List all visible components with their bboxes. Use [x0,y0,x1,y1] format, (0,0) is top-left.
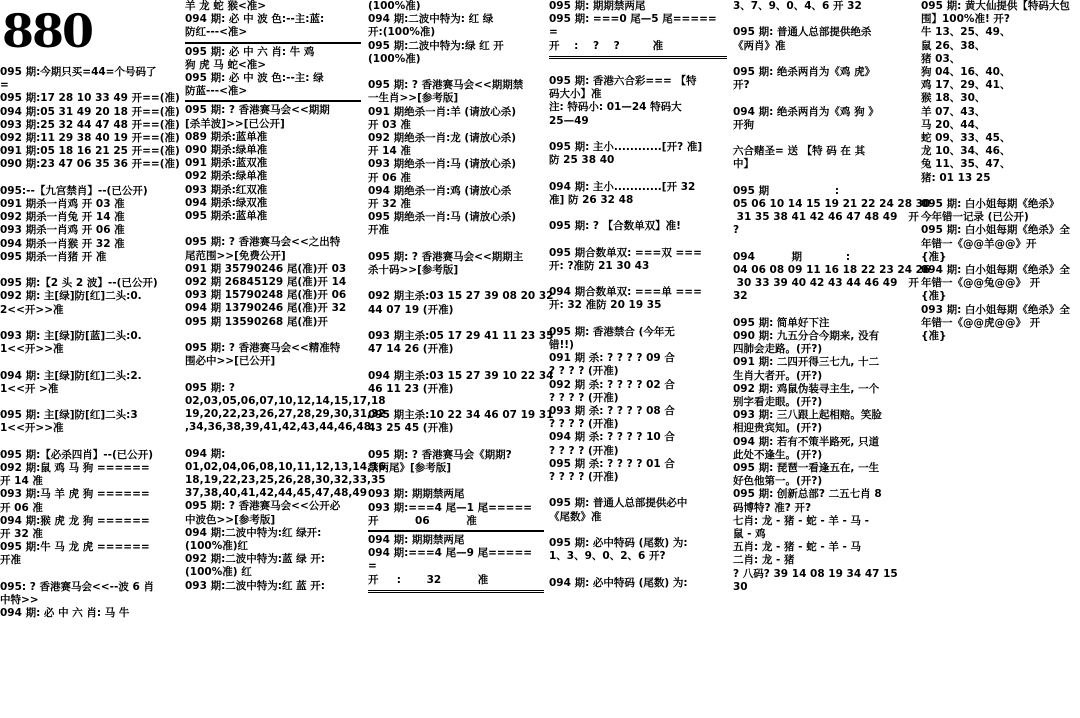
text-line: 094 期:二波中特为:红 绿开: [185,526,322,539]
text-line: 093 期:===4 尾—1 尾===== [368,501,533,514]
text-line: 094 期 13790246 尾(准)开 32 [185,302,347,315]
text-line: 猪 03、 [921,52,961,65]
text-line: 牛 13、25、49、 [921,26,1011,39]
text-line: 防蓝---<准> [185,85,248,98]
text-column-4 [549,0,727,718]
text-line: 093 期: 期期禁两尾 [368,488,465,501]
text-line: ,34,36,38,39,41,42,43,44,46,48 [185,421,372,434]
text-line: 095 期: ? 香港赛马会<<期期禁 [368,79,524,92]
text-line: 3、7、9、0、4、6 开 32 [733,0,862,12]
text-line: 02,03,05,06,07,10,12,14,15,17,18 [185,394,386,407]
text-line: 开:(100%准) [368,26,436,39]
text-line: 095 期 : [733,184,840,197]
text-line [733,13,917,26]
text-line [368,396,544,409]
text-line: 095 期: ? 【合数单双】准! [549,220,681,233]
divider [185,42,361,44]
text-line [549,524,727,537]
text-line: 中特>> [0,593,39,606]
text-line: 094 期: 主小............[开 32 [549,180,696,193]
text-line [0,26,178,39]
text-line: 37,38,40,41,42,44,45,47,48,49 [185,487,368,500]
text-line [0,53,178,66]
text-line [368,436,544,449]
text-line: 091 期:05 18 16 21 25 开==(准) [0,145,180,158]
text-line: 鼠 - 鸡 [733,528,766,541]
text-line: 095 期: 必中特码 (尾数) 为: [549,536,688,549]
text-line: 091 期 35790246 尾(准)开 03 [185,262,347,275]
text-line: 092 期 26845129 尾(准)开 14 [185,276,347,289]
text-line [549,207,727,220]
text-line: 四肺会走路。(开?) [733,343,823,356]
text-line: 羊 龙 蛇 猴<准> [185,0,267,12]
text-line [549,273,727,286]
text-line: 095 期: ? 香港赛马会<<公开必 [185,500,341,513]
text-line: 错!!) [549,338,574,351]
text-line [921,185,1080,198]
text-line: 095 期: 普通人总部提供绝杀 [733,26,872,39]
text-line: 开: 32 准防 20 19 35 [549,299,662,312]
text-line: 094 期: [185,447,226,460]
text-line [0,568,178,581]
text-line: 开 14 准 [0,475,43,488]
text-line: 095 期: ===0 尾—5 尾===== [549,13,717,26]
text-line: 095 期: 主[绿]防[红]二头:3 [0,409,138,422]
text-line: 狗 虎 马 蛇<准> [185,58,267,71]
text-line: 杀十码>>[参考版] [368,264,459,277]
text-line: 091 期杀:蓝双准 [185,157,268,170]
text-line: 01,02,04,06,08,10,11,12,13,14,16 [185,460,386,473]
text-line: 准] 防 26 32 48 [549,193,634,206]
text-line: 092 期杀一肖兔 开 14 准 [0,211,125,224]
text-line: 一生肖>>[参考版] [368,92,459,105]
text-line [0,13,178,26]
text-line: = [368,560,377,573]
text-line: 094 期: 主[绿]防[红]二头:2. [0,369,142,382]
text-line: 094 期: 白小姐每期《绝杀》全 [921,264,1070,277]
text-line: 开 : ? ? 准 [549,39,664,52]
text-line: 鸡 17、29、41、 [921,79,1011,92]
text-line: (100%准)红 [185,540,249,553]
text-line: 095 期: 白小姐每期《绝杀》全 [921,224,1070,237]
text-line: 094 期:05 31 49 20 18 开==(准) [0,105,180,118]
text-line: 095 期: 必 中 波 色:--主: 绿 [185,72,324,85]
text-line [549,563,727,576]
text-line: 18,19,22,23,25,26,28,30,32,33,35 [185,474,386,487]
text-line: 092 期: 主[绿]防[红]二头:0. [0,290,142,303]
text-line [733,92,917,105]
text-line: [杀羊波]>>[已公开] [185,117,285,130]
text-line: 095 期主杀:10 22 34 46 07 19 31 [368,409,554,422]
divider [549,56,727,59]
text-line: 05 06 10 14 15 19 21 22 24 28 30 [733,197,931,210]
text-line: 092 期 杀: ? ? ? ? 02 合 [549,378,675,391]
text-line: 095:--【九宫禁肖】--(已公开) [0,184,148,197]
text-line: 092 期主杀:03 15 27 39 08 20 32 [368,290,554,303]
text-line: 五肖: 龙 - 猪 - 蛇 - 羊 - 马 [733,541,862,554]
text-line [368,475,544,488]
text-line: 开: ?准防 21 30 43 [549,259,650,272]
text-line: 1、3、9、0、2、6 开? [549,550,666,563]
text-line: 094 期主杀:03 15 27 39 10 22 34 [368,369,554,382]
text-line: 093 期杀一肖鸡 开 06 准 [0,224,125,237]
text-line: = [0,79,9,92]
text-line: 095 期: 普通人总部提供必中 [549,497,688,510]
text-line: 093 期:马 羊 虎 狗 ====== [0,488,150,501]
text-line: ? [733,224,740,237]
text-column-1 [0,0,178,718]
text-line [733,304,917,317]
text-line: 31 35 38 41 42 46 47 48 49 开 [733,211,919,224]
text-line: 095 期: ? [185,381,236,394]
text-line: 093 期: 三八跟上起相赔。笑脸 [733,409,882,422]
text-line: 094 期 杀: ? ? ? ? 10 合 [549,431,675,444]
text-line: 095 期:牛 马 龙 虎 ====== [0,541,150,554]
text-line [368,238,544,251]
text-line: 095 期: 白小姐每期《绝杀》 [921,198,1060,211]
text-line: (100%准) [368,0,421,12]
page-title: 880 [2,4,93,58]
text-line: 中】 [733,158,754,171]
text-line: 猴 18、30、 [921,92,986,105]
text-line: 093 期: 主[绿]防[蓝]二头:0. [0,329,142,342]
text-line: 尾范围>>[免费公开] [185,249,286,262]
text-line: 码大小】准 [549,88,602,101]
text-line: 094 期杀一肖猴 开 32 准 [0,237,125,250]
text-line [185,368,361,381]
text-column-6 [921,0,1080,718]
text-line: 鼠 26、38、 [921,39,986,52]
text-line: 《两肖》准 [733,39,786,52]
text-line: 开 06 准 [368,171,411,184]
text-line: 095 期 13590268 尾(准)开 [185,315,328,328]
text-line: 094 期: 绝杀两肖为《鸡 狗 》 [733,105,879,118]
text-line: 蛇 09、33、45、 [921,132,1011,145]
text-line: 46 11 23 (开准) [368,382,454,395]
text-line: {准} [921,290,947,303]
text-line: 094 期 : [733,250,851,263]
text-line: 马 20、44、 [921,118,986,131]
text-line: 095 期:【必杀四肖】--(已公开) [0,448,154,461]
text-line: {准} [921,330,947,343]
text-line: 二肖: 龙 - 猪 [733,554,795,567]
text-line: 开 32 准 [368,198,411,211]
text-line: 093 期 杀: ? ? ? ? 08 合 [549,404,675,417]
text-line: 090 期: 九五分合今期来, 没有 [733,329,880,342]
text-line [733,238,917,251]
text-line: 禁两尾》[参考版] [368,462,452,474]
text-line: 095 期:【2 头 2 波】--(已公开) [0,277,158,290]
text-line [185,434,361,447]
text-line: 095 期: 必 中 六 肖: 牛 鸡 [185,45,315,58]
text-line: 095 期: 琵琶一看逢五在, 一生 [733,462,880,474]
text-line: 25—49 [549,114,589,127]
divider [368,590,544,593]
text-line: 094 期杀:绿双准 [185,196,268,209]
text-line: 093 期 15790248 尾(准)开 06 [185,289,347,302]
text-line: 095 期: 绝杀两肖为《鸡 虎》 [733,65,876,78]
text-line: 095 期:今期只买=44=个号码了 [0,65,157,78]
text-line: 开 06 准 [0,501,43,514]
text-line: 095 期杀:蓝单准 [185,210,268,223]
text-line: 092 期: 鸡鼠伪装寻主生, 一个 [733,382,880,395]
text-line: 095 期合数单双: ===双 === [549,246,702,259]
text-line: 2<<开>>准 [0,303,64,316]
text-line: 中波色>>[参考版] [185,513,276,526]
text-line: 094 期: 若有不策半路死, 只道 [733,435,880,448]
text-line: 19,20,22,23,26,27,28,29,30,31,32 [185,408,386,421]
text-line [0,172,178,185]
text-line [733,172,917,185]
text-line [549,484,727,497]
text-line [0,264,178,277]
text-line: 1<<开 >准 [0,382,59,395]
text-line [733,53,917,66]
text-line [549,167,727,180]
text-column-5 [733,0,931,718]
text-line [368,66,544,79]
text-line: 开? [733,79,750,92]
text-line [368,277,544,290]
text-line: 094 期合数单双: ===单 === [549,286,702,299]
text-line [733,132,917,145]
text-line [0,436,178,449]
text-line: (100%准) [368,52,421,65]
text-line: 围】100%准! 开? [921,13,1010,26]
text-line: 095 期: ? 香港赛马会<<精准特 [185,342,341,355]
text-line: 猪: 01 13 25 [921,171,991,184]
text-line: 094 期:二波中特为: 红 绿 [368,13,494,26]
text-line [185,329,361,342]
text-line: 年错一《@@兔@@》 开 [921,277,1041,290]
text-line: ? ? ? ? (开准) [549,365,619,378]
text-line [0,356,178,369]
text-line [0,0,178,13]
text-line: 1<<开>>准 [0,422,64,435]
text-line: 092 期:鼠 鸡 马 狗 ====== [0,461,150,474]
text-line: 生肖大者开。(开?) [733,369,823,382]
text-line: 《尾数》准 [549,510,602,523]
text-line: 今年错一记录 (已公开) [921,211,1029,224]
text-line: 095 期绝杀一肖:马 (请放心杀) [368,211,517,224]
text-line: 好色他第一。(开?) [733,475,823,488]
text-line: 089 期杀:蓝单准 [185,130,268,143]
text-line: 093 期绝杀一肖:马 (请放心杀) [368,158,517,171]
text-line: 091 期: 二四开得三七九, 十二 [733,356,880,369]
text-line: 防红---<准> [185,26,248,39]
text-line: 注: 特码小: 01—24 特码大 [549,101,682,114]
text-line: 羊 07、43、 [921,105,986,118]
text-line: 094 期: 必 中 六 肖: 马 牛 [0,607,130,620]
text-line: 095 期杀一肖猪 开 准 [0,250,107,263]
text-line: 093 期:二波中特为:红 蓝 开: [185,579,325,592]
text-column-3 [368,0,554,718]
text-line: 093 期:25 32 44 47 48 开==(准) [0,118,180,131]
text-line: 095 期: ? 香港赛马会<<之出特 [185,236,341,249]
text-line: 别字看走眼。(开?) [733,395,823,408]
text-line: 开 32 准 [0,527,43,540]
text-line: 七肖: 龙 - 猪 - 蛇 - 羊 - 马 - [733,514,870,527]
text-line [549,62,727,75]
text-line: 090 期杀:绿单准 [185,144,268,157]
text-line: 094 期:===4 尾—9 尾===== [368,547,533,560]
text-line: 093 期: 白小姐每期《绝杀》全 [921,303,1070,316]
text-line: 龙 10、34、46、 [921,145,1011,158]
text-line: 兔 11、35、47、 [921,158,1011,171]
text-line: 095: ? 香港赛马会<<--波 6 肖 [0,580,154,593]
text-line: ? ? ? ? (开准) [549,418,619,431]
divider [185,100,361,102]
text-line: 095 期: 期期禁两尾 [549,0,646,12]
text-line: 092 期绝杀一肖:龙 (请放心杀) [368,132,517,145]
text-line: ? 八码? 39 14 08 19 34 47 15 [733,567,898,580]
text-line: 094 期: 必 中 波 色:--主:蓝: [185,13,325,26]
text-line: 095 期: 创新总部? 二五七肖 8 [733,488,882,501]
text-line: ? ? ? ? (开准) [549,444,619,457]
text-line: {准} [921,250,947,263]
text-line: 092 期杀:绿单准 [185,170,268,183]
text-line: 年错一《@@羊@@》开 [921,237,1037,250]
text-line: 相迎贵宾知。(开?) [733,422,823,435]
text-line: 43 25 45 (开准) [368,422,454,435]
text-line [0,396,178,409]
text-line: 开 03 准 [368,118,411,131]
text-line: 防 25 38 40 [549,154,615,167]
text-line: 095 期: ? 香港赛马会<<期期 [185,104,330,117]
text-line: 47 14 26 (开准) [368,343,454,356]
text-line [0,317,178,330]
text-line: 095 期: 简单好下注 [733,316,830,329]
text-line [549,233,727,246]
text-line: 094 期绝杀一肖:鸡 (请放心杀 [368,184,512,197]
text-line [549,128,727,141]
text-line: 094 期: 必中特码 (尾数) 为: [549,576,688,589]
text-line: 093 期主杀:05 17 29 41 11 23 35 [368,330,554,343]
text-line: 095 期: 黄大仙提供【特码大包 [921,0,1070,12]
text-line: 095 期: ? 香港赛马会<<期期主 [368,250,524,263]
text-line: 092 期:11 29 38 40 19 开==(准) [0,131,180,144]
text-line: 开准 [0,554,21,567]
text-line: 095 期:17 28 10 33 49 开==(准) [0,92,180,105]
text-line: ? ? ? ? (开准) [549,391,619,404]
text-line: 095 期 杀: ? ? ? ? 01 合 [549,457,675,470]
text-line: 狗 04、16、40、 [921,66,1011,79]
text-line: 此处不逢生。(开?) [733,448,823,461]
text-line: 095 期: ? 香港赛马会《期期? [368,448,512,461]
text-line: 六合赌圣= 送 【特 码 在 其 [733,145,866,158]
text-line [549,313,727,326]
text-line: 091 期杀一肖鸡 开 03 准 [0,197,125,210]
text-line: 04 06 08 09 11 16 18 22 23 24 26 [733,263,931,276]
text-line [368,356,544,369]
text-line: 开 06 准 [368,514,477,527]
text-line: 095 期:二波中特为:绿 红 开 [368,39,504,52]
text-line: 开准 [368,224,389,237]
text-line [0,40,178,53]
text-line: 开 14 准 [368,145,411,158]
text-line: 码博特? 准? 开? [733,501,812,514]
text-line [368,317,544,330]
text-line: 开狗 [733,118,754,131]
text-line: ? ? ? ? (开准) [549,471,619,483]
text-line: 1<<开>>准 [0,343,64,356]
text-line: 095 期: 香港禁合 (今年无 [549,325,675,338]
text-line: 095 期: 主小............[开? 准] [549,141,703,153]
text-line: 年错一《@@虎@@》 开 [921,316,1041,329]
text-line: 092 期:二波中特为:蓝 绿 开: [185,553,325,566]
text-line: 090 期:23 47 06 35 36 开==(准) [0,158,180,171]
text-line: 30 33 39 40 42 43 44 46 49 开 [733,277,919,290]
divider [368,530,544,532]
text-line: 091 期 杀: ? ? ? ? 09 合 [549,352,675,365]
text-line: 094 期:猴 虎 龙 狗 ====== [0,514,150,527]
text-line: (100%准) 红 [185,566,252,579]
text-line: 32 [733,290,748,303]
text-line [185,223,361,236]
text-line: 开 : 32 准 [368,573,489,586]
text-line: 44 07 19 (开准) [368,303,454,316]
text-line: 091 期绝杀一肖:羊 (请放心杀) [368,105,517,118]
text-line: 095 期: 香港六合彩=== 【特 [549,75,697,87]
text-line: = [549,26,558,39]
text-line: 094 期: 期期禁两尾 [368,534,465,546]
text-line: 围必中>>[已公开] [185,355,276,368]
text-line: 30 [733,580,748,593]
text-line: 093 期杀:红双准 [185,183,268,196]
